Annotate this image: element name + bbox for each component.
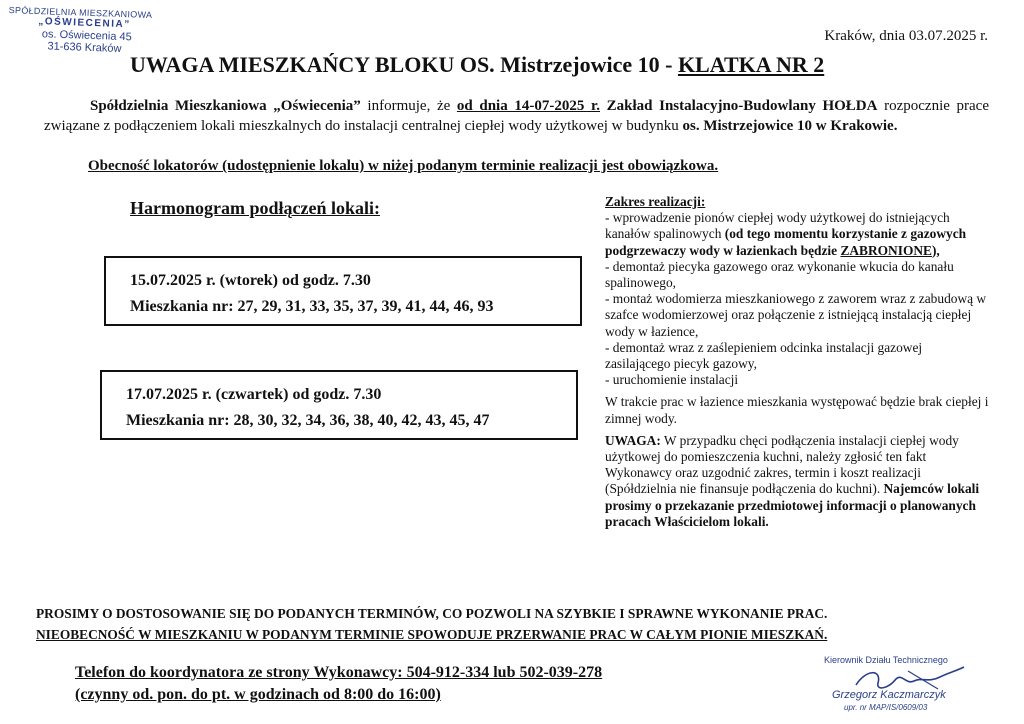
intro-company: Zakład Instalacyjno-Budowlany HOŁDA xyxy=(606,98,878,114)
stamp-line: SPÓŁDZIELNIA MIESZKANIOWA xyxy=(8,5,153,21)
page-title xyxy=(130,52,824,78)
scope-heading: Zakres realizacji: xyxy=(605,194,706,209)
schedule-slot xyxy=(104,256,582,326)
stamp-line: os. Oświecenia 45 xyxy=(41,28,132,44)
signatory-license: upr. nr MAP/IS/0609/03 xyxy=(844,703,928,712)
cooperative-stamp xyxy=(7,5,179,58)
scope-item: - demontaż wraz z zaślepieniem odcinka instalacji gazowej zasilającego piecyk gazowy, xyxy=(605,339,923,372)
intro-location: os. Mistrzejowice 10 w Krakowie. xyxy=(682,118,898,134)
scope-item: - montaż wodomierza mieszkaniowego z zaworem wraz z zabudową w szafce wodomierzowej oraz połączenie z istniejącą instalacją ciepłej wody w łazience, xyxy=(605,291,987,339)
tenants-note: Najemców lokali prosimy o przekazanie przedmiotowej informacji o planowanych pracach Właścicielom lokali. xyxy=(605,481,980,529)
intro-start-date: od dnia 14-07-2025 r. xyxy=(456,98,600,114)
scope-bold-text: ), xyxy=(931,242,940,258)
warning-text: W przypadku chęci podłączenia instalacji ciepłej wody użytkowej do pomieszczenia kuchni, należy zgłosić ten fakt Wykonawcy oraz uzgodnić zakres, termin i koszt realizacji (Spółdzielnia nie finansuje podłączenia do kuchni). xyxy=(605,432,959,497)
schedule-heading: Harmonogram podłączeń lokali: xyxy=(130,198,380,218)
obligation-notice: Obecność lokatorów (udostępnienie lokalu) w niżej podanym terminie realizacji jest obowiązkowa. xyxy=(88,158,719,174)
signature-stamp xyxy=(818,653,988,721)
schedule-slot xyxy=(100,370,578,440)
stamp-line: „OŚWIECENIA” xyxy=(38,16,131,31)
scope-text: - wprowadzenie pionów ciepłej wody użytkowej do istniejących kanałów spalinowych xyxy=(605,210,950,242)
coordinator-phone: Telefon do koordynatora ze strony Wykonawcy: 504-912-334 lub 502-039-278 xyxy=(75,664,603,681)
slot-flats: Mieszkania nr: 28, 30, 32, 34, 36, 38, 40, 42, 43, 45, 47 xyxy=(126,412,490,429)
scope-item: - demontaż piecyka gazowego oraz wykonanie wkucia do kanału spalinowego, xyxy=(605,258,954,291)
water-outage-note: W trakcie prac w łazience mieszkania występować będzie brak ciepłej i zimnej wody. xyxy=(605,394,989,426)
stamp-line: 31-636 Kraków xyxy=(47,40,122,56)
slot-datetime: 17.07.2025 r. (czwartek) od godz. 7.30 xyxy=(126,386,382,403)
intro-paragraph xyxy=(44,96,989,136)
signatory-name: Grzegorz Kaczmarczyk xyxy=(832,689,946,701)
footer-request: PROSIMY O DOSTOSOWANIE SIĘ DO PODANYCH TERMINÓW, CO POZWOLI NA SZYBKIE I SPRAWNE WYKONANIE PRAC. xyxy=(36,606,828,621)
coordinator-hours: (czynny od. pon. do pt. w godzinach od 8:00 do 16:00) xyxy=(75,686,441,703)
document-date: Kraków, dnia 03.07.2025 r. xyxy=(824,28,988,44)
intro-text: rozpocznie prace związane z podłączeniem lokali mieszkalnych do instalacji centralnej ciepłej wody użytkowej w budynku xyxy=(44,98,989,134)
slot-flats: Mieszkania nr: 27, 29, 31, 33, 35, 37, 39, 41, 44, 46, 93 xyxy=(130,298,494,315)
title-main: UWAGA MIESZKAŃCY BLOKU OS. Mistrzejowice 10 - xyxy=(130,52,678,77)
scope-forbidden: ZABRONIONE xyxy=(840,242,932,258)
intro-org: Spółdzielnia Mieszkaniowa „Oświecenia” xyxy=(90,98,361,114)
intro-text: informuje, że xyxy=(360,98,457,114)
footer-absence-warning: NIEOBECNOŚĆ W MIESZKANIU W PODANYM TERMINIE SPOWODUJE PRZERWANIE PRAC W CAŁYM PIONIE MIESZKAŃ. xyxy=(36,627,828,642)
scope-item: - uruchomienie instalacji xyxy=(605,372,739,388)
warning-label: UWAGA: xyxy=(605,432,661,448)
scope-item xyxy=(605,210,990,259)
scope-section xyxy=(605,194,990,530)
kitchen-warning xyxy=(605,433,990,530)
scope-bold-text: (od tego momentu korzystanie z gazowych podgrzewaczy wody w łazienkach będzie xyxy=(605,226,967,258)
signatory-role: Kierownik Działu Technicznego xyxy=(824,655,948,665)
slot-datetime: 15.07.2025 r. (wtorek) od godz. 7.30 xyxy=(130,272,371,289)
title-highlight: KLATKA NR 2 xyxy=(677,52,825,77)
intro-text xyxy=(600,98,607,114)
